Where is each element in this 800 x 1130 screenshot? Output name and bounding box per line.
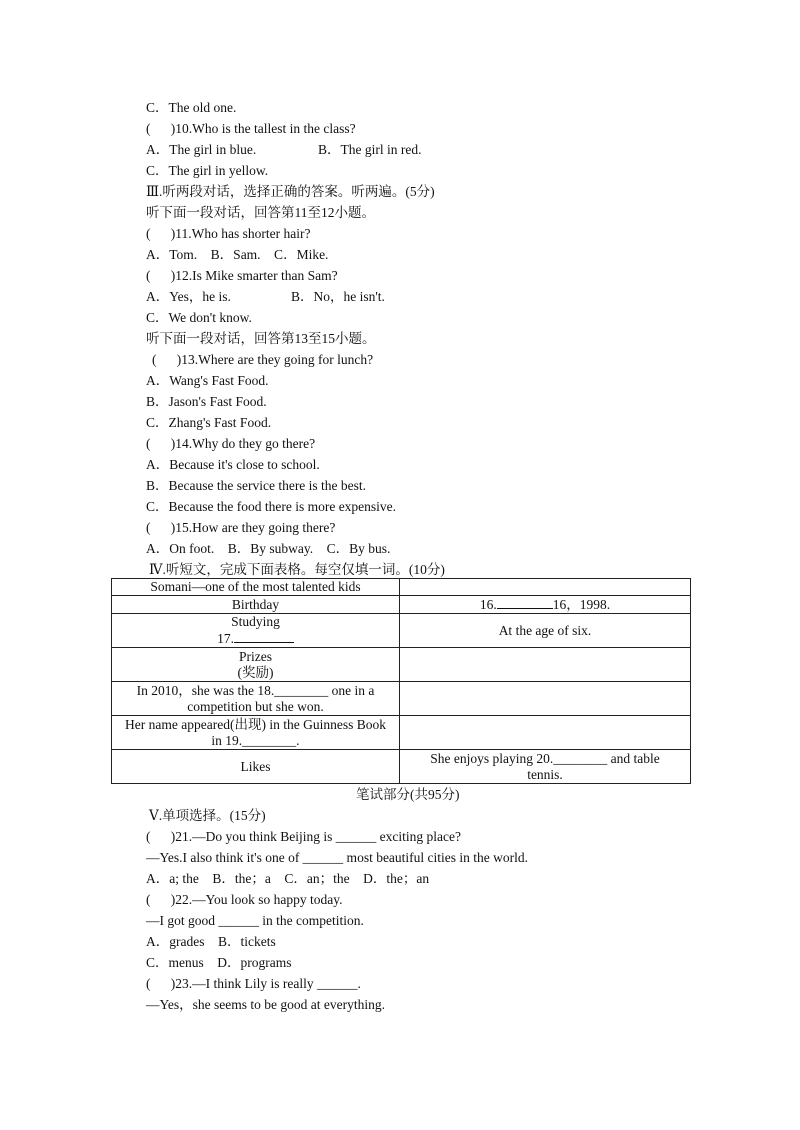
option-14c: C．Because the food there is more expensive. (146, 499, 397, 514)
table-cell-guinness-text: Her name appeared(出现) in the Guinness Book in 19.________. (112, 716, 400, 750)
option-10b: B．The girl in red. (318, 142, 422, 157)
table-cell-title: Somani—one of the most talented kids (112, 579, 400, 596)
question-15: ( )15.How are they going there? (146, 520, 336, 535)
option-13b: B．Jason's Fast Food. (146, 394, 267, 409)
options-22cd: C．menus D．programs (146, 955, 292, 970)
question-10: ( )10.Who is the tallest in the class? (146, 121, 356, 136)
option-12c: C．We don't know. (146, 310, 252, 325)
table-cell-likes-value: She enjoys playing 20.________ and table tennis. (400, 750, 691, 784)
option-10a: A．The girl in blue. (146, 142, 257, 157)
option-12a: A．Yes，he is. (146, 289, 231, 304)
listening-table (111, 578, 691, 784)
option-13a: A．Wang's Fast Food. (146, 373, 269, 388)
table-cell-prizes-label: Prizes (奖励) (112, 648, 400, 682)
options-15: A．On foot. B．By subway. C．By bus. (146, 541, 391, 556)
options-22ab: A．grades B．tickets (146, 934, 276, 949)
question-21: ( )21.—Do you think Beijing is ______ exciting place? (146, 829, 461, 844)
table-cell-empty (400, 716, 691, 750)
question-22-reply: —I got good ______ in the competition. (146, 913, 364, 928)
question-23: ( )23.—I think Lily is really ______. (146, 976, 361, 991)
option-13c: C．Zhang's Fast Food. (146, 415, 272, 430)
table-cell-studying-value: At the age of six. (400, 614, 691, 648)
option-10c: C．The girl in yellow. (146, 163, 269, 178)
table-cell-birthday-label: Birthday (112, 596, 400, 614)
section-3-heading: Ⅲ.听两段对话，选择正确的答案。听两遍。(5分) (146, 184, 435, 199)
section-4-heading: Ⅳ.听短文，完成下面表格。每空仅填一词。(10分) (149, 562, 445, 577)
question-12: ( )12.Is Mike smarter than Sam? (146, 268, 338, 283)
table-cell-empty (400, 682, 691, 716)
question-14: ( )14.Why do they go there? (146, 436, 316, 451)
answer-blank-17[interactable] (234, 630, 294, 643)
question-23-reply: —Yes，she seems to be good at everything. (146, 997, 385, 1012)
question-21-reply: —Yes.I also think it's one of ______ most beautiful cities in the world. (146, 850, 529, 865)
instruction-11-12: 听下面一段对话，回答第11至12小题。 (146, 205, 375, 220)
answer-blank-16[interactable] (497, 596, 553, 609)
table-cell-birthday-value: 16. 16，1998. (400, 596, 691, 614)
written-part-heading: 笔试部分(共95分) (356, 787, 460, 802)
instruction-13-15: 听下面一段对话，回答第13至15小题。 (146, 331, 376, 346)
question-13: ( )13.Where are they going for lunch? (152, 352, 374, 367)
question-11: ( )11.Who has shorter hair? (146, 226, 311, 241)
option-14a: A．Because it's close to school. (146, 457, 320, 472)
section-5-heading: Ⅴ.单项选择。(15分) (149, 808, 266, 823)
options-21: A．a; the B．the；a C．an；the D．the；an (146, 871, 430, 886)
table-cell-empty (400, 648, 691, 682)
options-11: A．Tom. B．Sam. C．Mike. (146, 247, 329, 262)
option-12b: B．No，he isn't. (291, 289, 385, 304)
option-9c: C．The old one. (146, 100, 237, 115)
table-cell-studying-label: Studying 17. (112, 614, 400, 648)
option-14b: B．Because the service there is the best. (146, 478, 367, 493)
table-cell-likes-label: Likes (112, 750, 400, 784)
question-22: ( )22.—You look so happy today. (146, 892, 343, 907)
table-cell-prize-text: In 2010，she was the 18.________ one in a competition but she won. (112, 682, 400, 716)
table-cell-empty (400, 579, 691, 596)
